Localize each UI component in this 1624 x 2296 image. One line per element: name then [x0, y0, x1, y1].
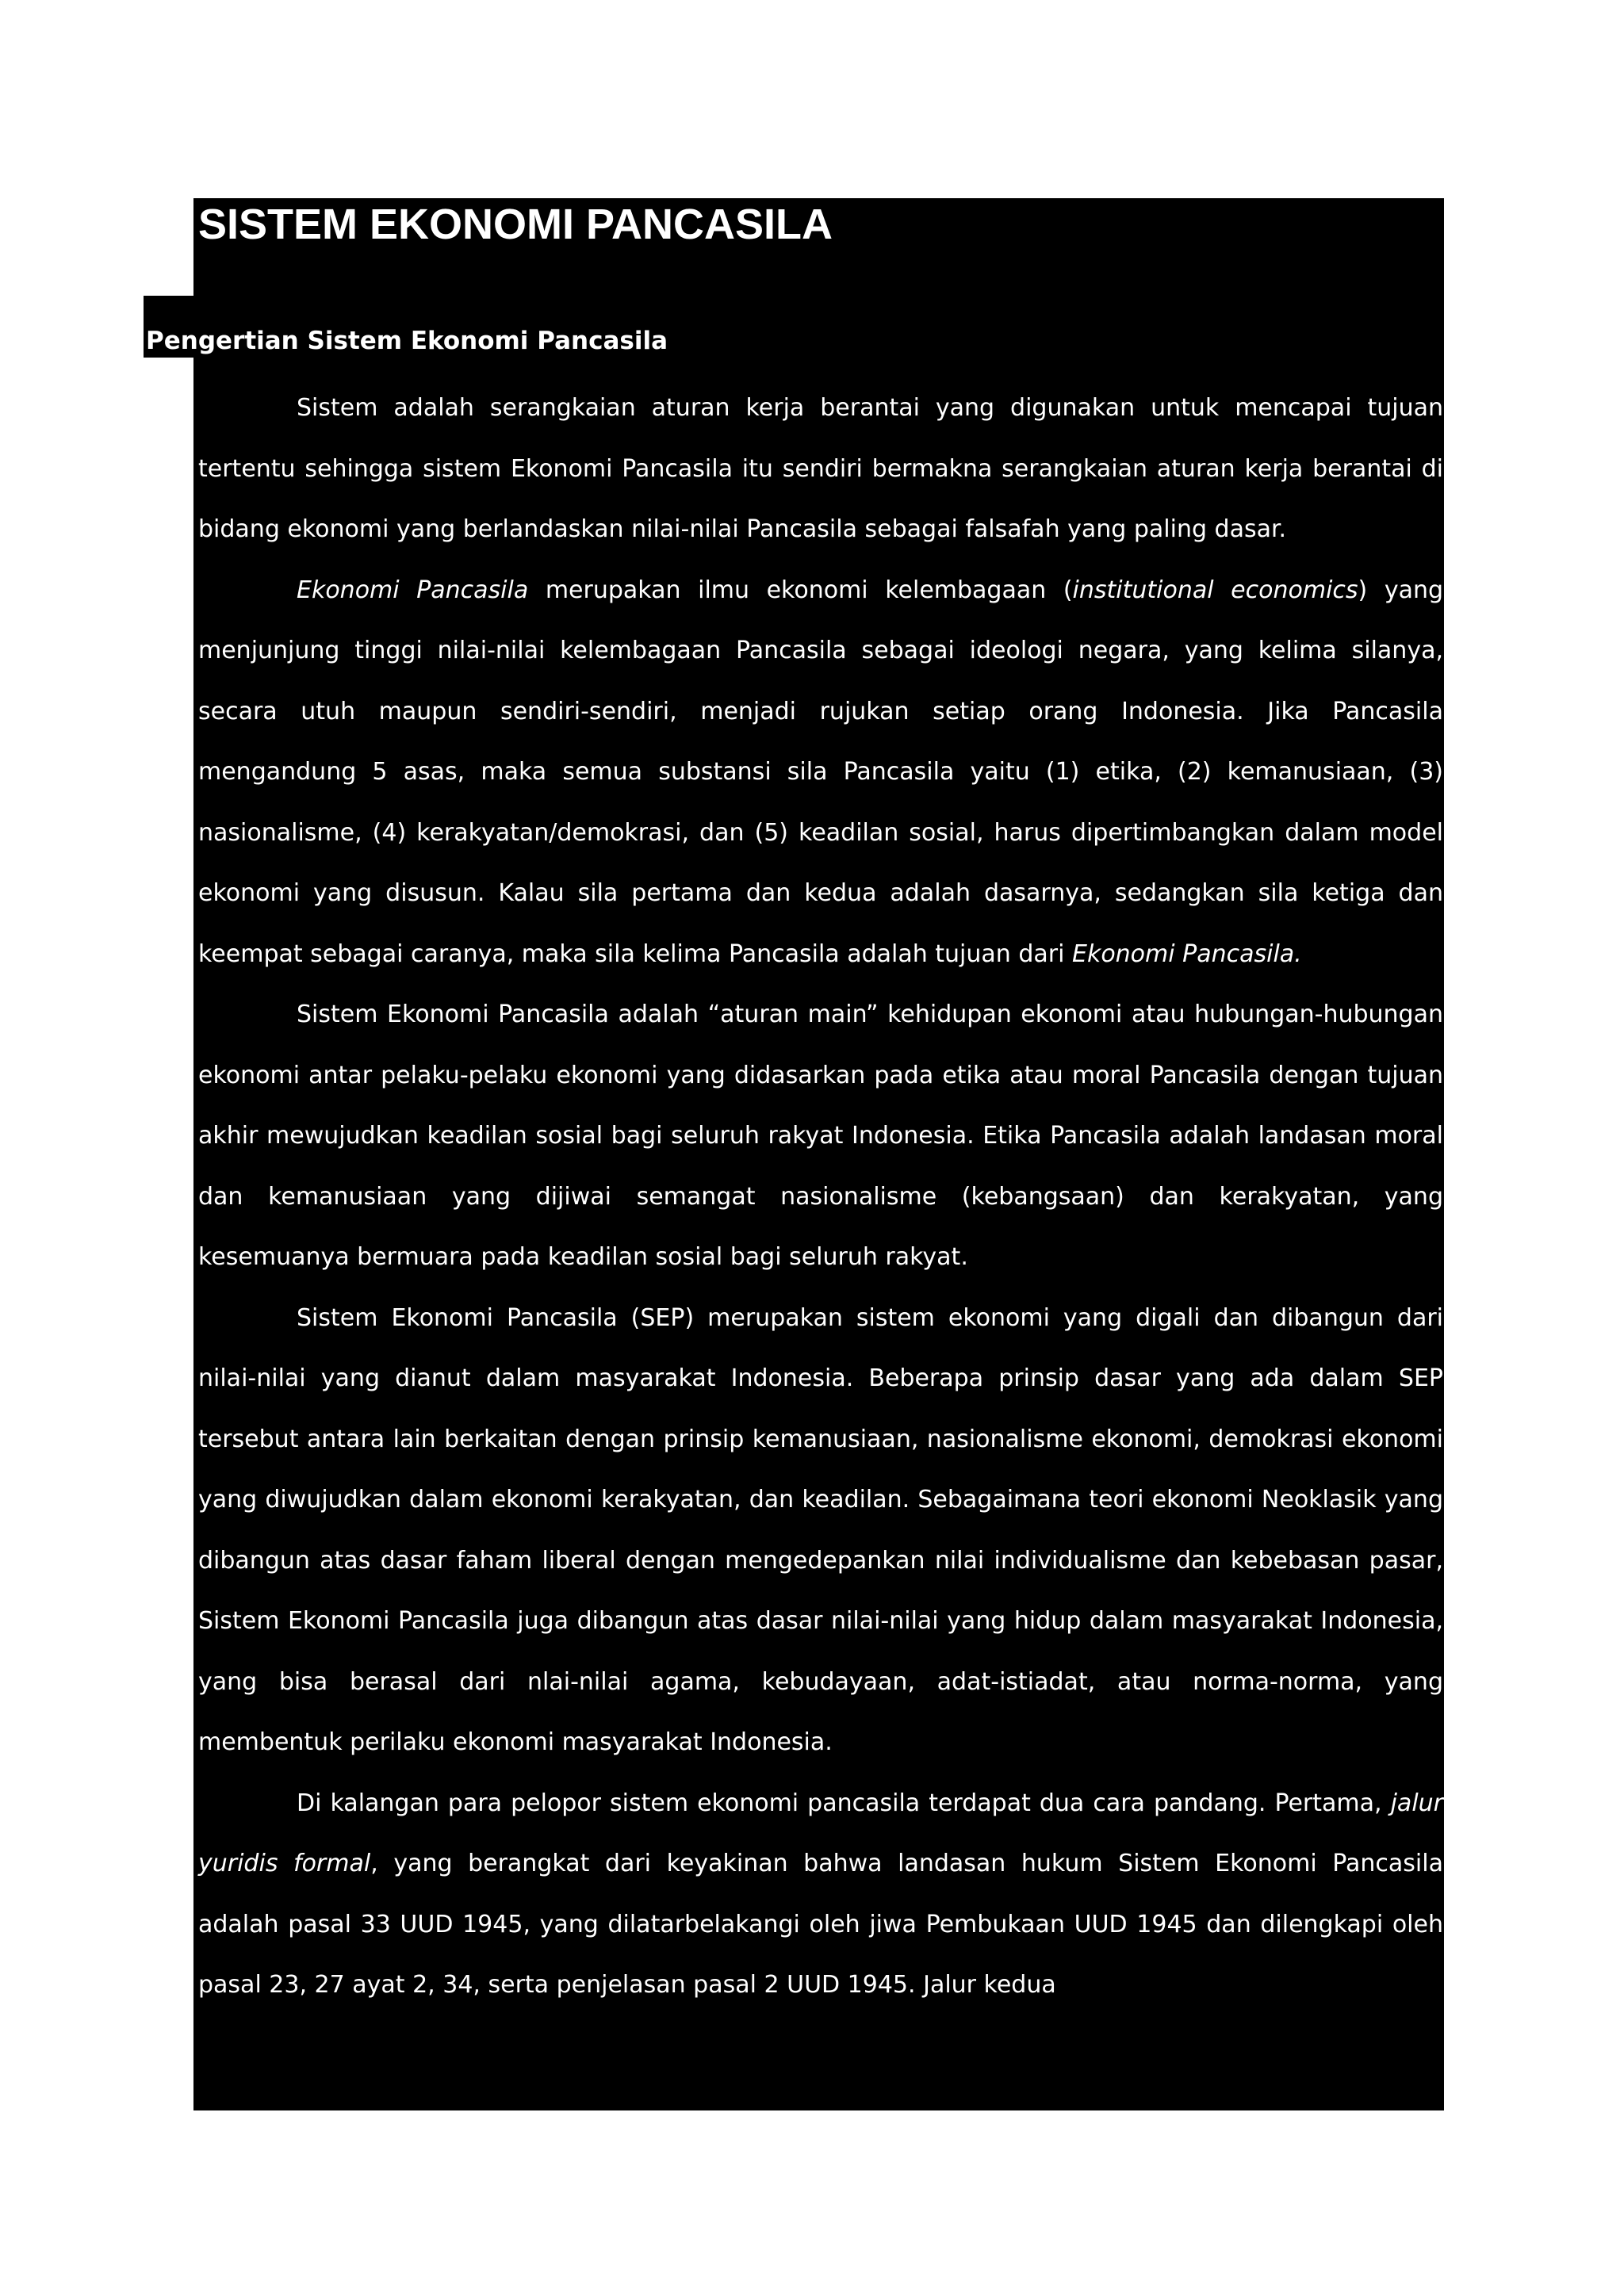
paragraph-text: merupakan ilmu ekonomi kelembagaan ( [528, 576, 1073, 604]
document-body [198, 378, 1443, 2016]
body-paragraph [198, 378, 1443, 561]
section-subheading: Pengertian Sistem Ekonomi Pancasila [146, 327, 668, 355]
italic-text: jalur yuridis formal [198, 1789, 1443, 1877]
paragraph-text: Sistem adalah serangkaian aturan kerja berantai yang digunakan untuk mencapai tujuan tertentu sehingga sistem Ekonomi Pancasila itu sendiri bermakna serangkaian aturan kerja berantai di bidang ekonomi yang berlandaskan nilai-nilai Pancasila sebagai falsafah yang paling dasar. [198, 394, 1443, 543]
body-paragraph [198, 1288, 1443, 1774]
paragraph-text: Sistem Ekonomi Pancasila (SEP) merupakan sistem ekonomi yang digali dan dibangun dari nilai-nilai yang dianut dalam masyarakat Indonesia. Beberapa prinsip dasar yang ada dalam SEP tersebut antara lain berkaitan dengan prinsip kemanusiaan, nasionalisme ekonomi, demokrasi ekonomi yang diwujudkan dalam ekonomi kerakyatan, dan keadilan. Sebagaimana teori ekonomi Neoklasik yang dibangun atas dasar faham liberal dengan mengedepankan nilai individualisme dan kebebasan pasar, Sistem Ekonomi Pancasila juga dibangun atas dasar nilai-nilai yang hidup dalam masyarakat Indonesia, yang bisa berasal dari nlai-nilai agama, kebudayaan, adat-istiadat, atau norma-norma, yang membentuk perilaku ekonomi masyarakat Indonesia. [198, 1303, 1443, 1756]
body-paragraph [198, 561, 1443, 985]
document-title: SISTEM EKONOMI PANCASILA [198, 201, 833, 248]
body-paragraph [198, 1774, 1443, 2016]
paragraph-text: ) yang menjunjung tinggi nilai-nilai kelembagaan Pancasila sebagai ideologi negara, yang kelima silanya, secara utuh maupun sendiri-sendiri, menjadi rujukan setiap orang Indonesia. Jika Pancasila mengandung 5 asas, maka semua substansi sila Pancasila yaitu (1) etika, (2) kemanusiaan, (3) nasionalisme, (4) kerakyatan/demokrasi, dan (5) keadilan sosial, harus dipertimbangkan dalam model ekonomi yang disusun. Kalau sila pertama dan kedua adalah dasarnya, sedangkan sila ketiga dan keempat sebagai caranya, maka sila kelima Pancasila adalah tujuan dari [198, 576, 1444, 968]
body-paragraph [198, 985, 1443, 1288]
italic-text: institutional economics [1072, 576, 1358, 604]
paragraph-text: Sistem Ekonomi Pancasila adalah “aturan main” kehidupan ekonomi atau hubungan-hubungan ekonomi antar pelaku-pelaku ekonomi yang didasarkan pada etika atau moral Pancasila dengan tujuan akhir mewujudkan keadilan sosial bagi seluruh rakyat Indonesia. Etika Pancasila adalah landasan moral dan kemanusiaan yang dijiwai semangat nasionalisme (kebangsaan) dan kerakyatan, yang kesemuanya bermuara pada keadilan sosial bagi seluruh rakyat. [198, 1001, 1443, 1271]
italic-text: Ekonomi Pancasila. [1071, 939, 1302, 968]
paragraph-text: Di kalangan para pelopor sistem ekonomi pancasila terdapat dua cara pandang. Pertama, [297, 1789, 1391, 1817]
italic-text: Ekonomi Pancasila [297, 576, 529, 604]
paragraph-text: , yang berangkat dari keyakinan bahwa landasan hukum Sistem Ekonomi Pancasila adalah pasal 33 UUD 1945, yang dilatarbelakangi oleh jiwa Pembukaan UUD 1945 dan dilengkapi oleh pasal 23, 27 ayat 2, 34, serta penjelasan pasal 2 UUD 1945. Jalur kedua [198, 1850, 1443, 1999]
